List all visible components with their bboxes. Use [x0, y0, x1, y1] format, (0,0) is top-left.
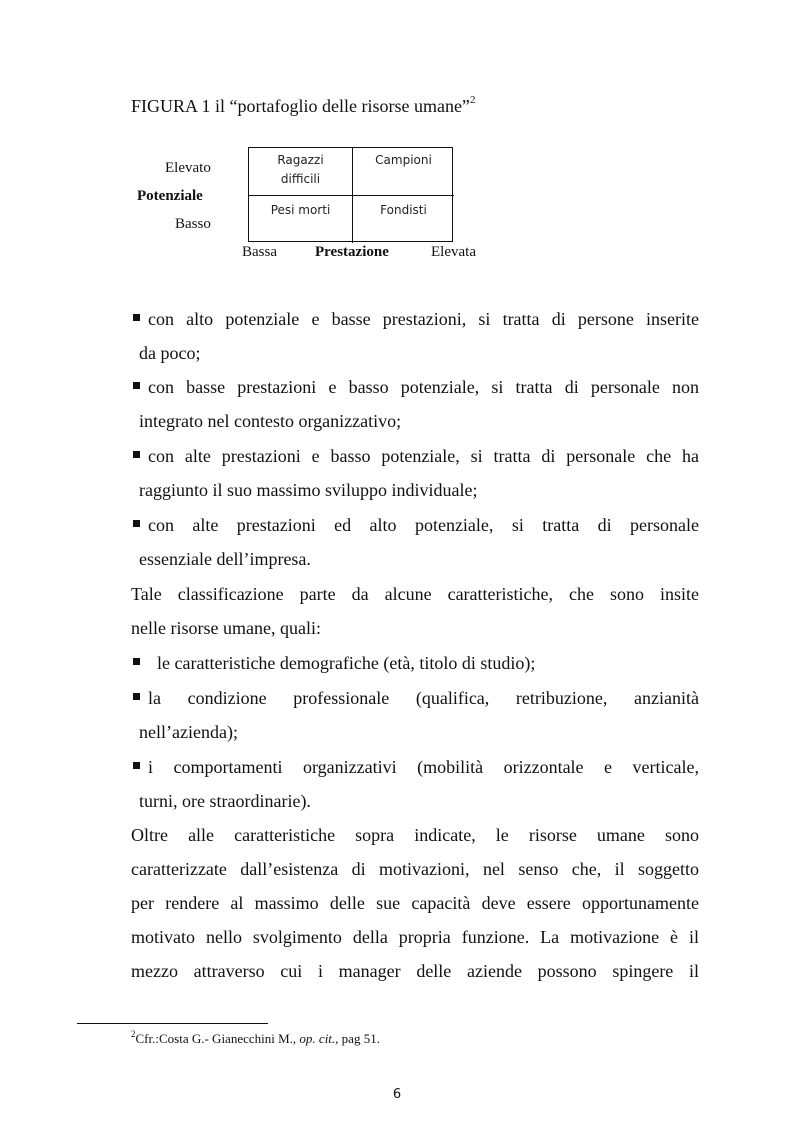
bullet-icon	[133, 520, 140, 527]
y-axis-label: Potenziale	[137, 188, 203, 204]
figure-title: FIGURA 1 il “portafoglio delle risorse umane”$^2$	[131, 94, 476, 116]
cell-campioni: Campioni	[353, 148, 454, 196]
bullet-icon	[133, 658, 140, 665]
list-item: con alte prestazioni e basso potenziale, si tratta di personale che ha raggiunto il suo massimo sviluppo individuale;	[131, 439, 699, 507]
x-axis-label: Prestazione	[315, 244, 389, 260]
y-low-label: Basso	[175, 216, 211, 232]
list-item: le caratteristiche demografiche (età, titolo di studio);	[131, 646, 699, 680]
page-number: 6	[392, 1087, 402, 1102]
x-low-label: Bassa	[242, 244, 277, 260]
paragraph: Tale classificazione parte da alcune caratteristiche, che sono insite nelle risorse umane, quali:	[131, 584, 699, 638]
bullet-icon	[133, 693, 140, 700]
bullet-icon	[133, 382, 140, 389]
list-item: con basse prestazioni e basso potenziale, si tratta di personale non integrato nel contesto organizzativo;	[131, 370, 699, 438]
bullet-icon	[133, 314, 140, 321]
list-item: con alte prestazioni ed alto potenziale, si tratta di personale essenziale dell’impresa.	[131, 508, 699, 576]
footnote-divider	[77, 1023, 268, 1024]
x-high-label: Elevata	[431, 244, 476, 260]
paragraph: Oltre alle caratteristiche sopra indicate, le risorse umane sono caratterizzate dall’esistenza di motivazioni, nel senso che, il soggetto per rendere al massimo delle sue capacità deve essere opportunamente motivato nello svolgimento della propria funzione. La motivazione è il mezzo attraverso cui i manager delle aziende possono spingere il	[131, 825, 699, 981]
list-item: con alto potenziale e basse prestazioni, si tratta di persone inserite da poco;	[131, 302, 699, 370]
cell-pesi-morti: Pesi morti	[249, 196, 353, 243]
list-item: i comportamenti organizzativi (mobilità orizzontale e verticale, turni, ore straordinarie).	[131, 750, 699, 818]
bullet-icon	[133, 762, 140, 769]
portfolio-matrix	[248, 147, 453, 242]
footnote: $^2$Cfr.:Costa G.- Gianecchini M., op. cit., pag 51.	[131, 1029, 380, 1046]
list-item: la condizione professionale (qualifica, retribuzione, anzianità nell’azienda);	[131, 681, 699, 749]
cell-fondisti: Fondisti	[380, 203, 427, 217]
bullet-icon	[133, 451, 140, 458]
cell-ragazzi-difficili: Ragazzi difficili	[249, 148, 353, 196]
footnote-ref: 2	[469, 94, 476, 106]
y-high-label: Elevato	[165, 160, 211, 176]
